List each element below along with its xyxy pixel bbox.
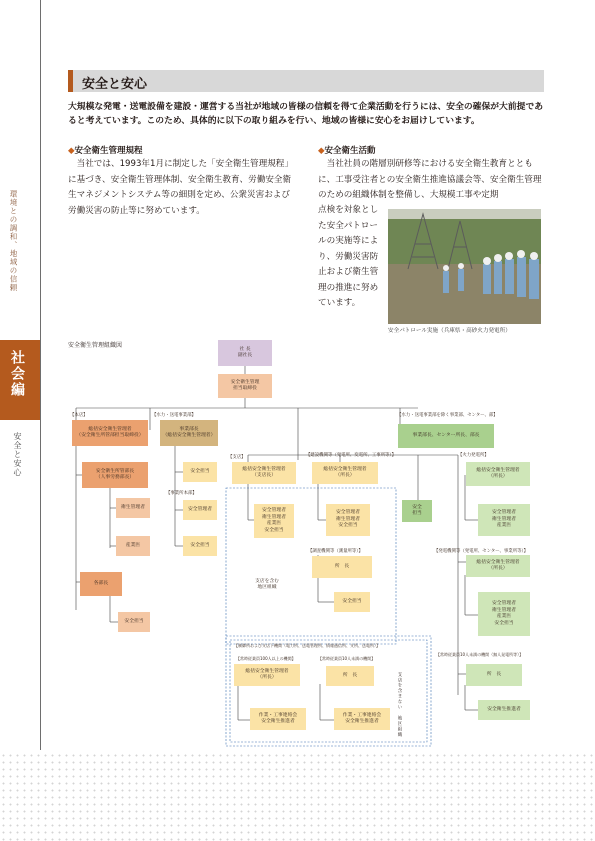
dot-pattern bbox=[0, 752, 595, 841]
box-head-office-top: 総括安全衛生管理者 （安全衛生所管部担当取締役） bbox=[72, 420, 148, 446]
diamond-icon: ◆ bbox=[318, 146, 325, 156]
box-thermal-head: 総括安全衛生管理者 （所長） bbox=[466, 462, 530, 486]
box-office-safety: 安全管理者 bbox=[183, 500, 217, 520]
side-category: 環境との調和、地域の信頼 bbox=[9, 190, 18, 292]
box-sub-big-head: 総括安全衛生管理者 （所長） bbox=[234, 664, 300, 686]
label-plant: 【発電機関等（発電所、センター、事業所等）】 bbox=[434, 549, 529, 554]
box-head-office-mgr: 安全衛生所管部長 （人事労務部長） bbox=[82, 462, 148, 488]
label-other: 【水力・送電事業部を除く事業部、センター、部】 bbox=[397, 413, 498, 418]
box-committee: 安全衛生管理 担当取締役 bbox=[218, 374, 272, 398]
label-small: 【常時従業員10人未満の機関（無人発電所等）】 bbox=[436, 652, 524, 657]
photo-caption: 安全パトロール実施（兵庫県・高砂火力発電所） bbox=[388, 328, 511, 334]
box-other-safety: 安全 担当 bbox=[402, 500, 432, 522]
side-tab-label: 社会編 bbox=[9, 350, 25, 398]
box-hygiene-mgr: 衛生管理者 bbox=[116, 498, 150, 518]
box-plant-head: 総括安全衛生管理者 （所長） bbox=[466, 555, 530, 577]
section2-heading-text: 安全衛生活動 bbox=[324, 146, 376, 156]
side-subsection: 安全と安心 bbox=[13, 432, 22, 477]
section1-heading-text: 安全衛生管理規程 bbox=[74, 146, 143, 156]
box-president: 社 長 副社長 bbox=[218, 340, 272, 366]
section1-body: 当社では、1993年1月に制定した「安全衛生管理規程」に基づき、安全衛生管理体制、安全衛生教育、労働安全衛生マネジメントシステム等の細則を定め、公衆災害および労働災害の防止等に努めています。 bbox=[68, 159, 293, 216]
box-survey-safety: 安全担当 bbox=[334, 592, 370, 612]
box-branch-head: 総括安全衛生管理者 （支店長） bbox=[232, 462, 296, 484]
label-sub-small: 【常時従業員10人未満の機関】 bbox=[318, 656, 376, 661]
section2-body-side: 点検を対象とした安全パトロールの実施等により、労働災害防止および衛生管理の推進に努めています。 bbox=[318, 205, 379, 308]
box-hydro-safety: 安全担当 bbox=[183, 462, 217, 482]
org-chart-title: 安全衛生管理組織図 bbox=[68, 342, 123, 349]
intro-paragraph: 大規模な発電・送電設備を建設・運営する当社が地域の皆様の信頼を得て企業活動を行うには、安全の確保が大前提であると考えています。このため、具体的に以下の取り組みを行い、地域の皆様に安心をお届けしています。 bbox=[68, 102, 544, 126]
box-office-safety2: 安全担当 bbox=[183, 536, 217, 556]
box-sub-big-staff: 作業・工事連絡会 安全衛生推進者 bbox=[250, 708, 306, 730]
section2-body-top: 当社社員の階層別研修等における安全衛生教育とともに、工事受注者との安全衛生推進協議会等、安全衛生管理のための組織体制を整備し、大規模工事や定期 bbox=[318, 159, 542, 200]
box-small-head: 所 長 bbox=[466, 664, 522, 686]
box-hydro-head: 事業部長 （総括安全衛生管理者） bbox=[160, 420, 218, 446]
box-plant-staff: 安全管理者 衛生管理者 産業医 安全担当 bbox=[478, 592, 530, 636]
label-branch: 【支店】 bbox=[228, 455, 246, 460]
text-branch-area: 支店を含む 地区組織 bbox=[255, 578, 279, 590]
page-title: 安全と安心 bbox=[82, 77, 148, 92]
box-survey-head: 所 長 bbox=[312, 556, 372, 578]
text-sub-note: 支店を含まない 地区組織 bbox=[397, 672, 402, 738]
label-head-office: 【本店】 bbox=[70, 413, 88, 418]
label-survey: 【調査機関等（測量所等）】 bbox=[308, 549, 363, 554]
box-dept-heads: 各部長 bbox=[80, 572, 122, 596]
box-sub-small-head: 所 長 bbox=[326, 666, 374, 686]
label-office: 【事業所本部】 bbox=[166, 491, 197, 496]
label-thermal: 【火力発電所】 bbox=[458, 453, 489, 458]
box-industrial-doctor: 産業医 bbox=[116, 536, 150, 556]
box-branch-staff: 安全管理者 衛生管理者 産業医 安全担当 bbox=[254, 504, 294, 538]
box-safety-officer: 安全担当 bbox=[118, 612, 150, 632]
box-sub-small-staff: 作業・工事連絡会 安全衛生推進者 bbox=[334, 708, 390, 730]
label-construction: 【建設機関等（発電所、変電所、工事所等）】 bbox=[306, 453, 397, 458]
label-hydro: 【水力・送電事業部】 bbox=[152, 413, 196, 418]
box-thermal-staff: 安全管理者 衛生管理者 産業医 bbox=[478, 504, 530, 536]
box-other-head: 事業部長、センター所長、部長 bbox=[398, 424, 494, 448]
box-construction-head: 総括安全衛生管理者 （所長） bbox=[312, 462, 378, 484]
box-small-staff: 安全衛生推進者 bbox=[478, 700, 530, 720]
label-sub: 【制御所および支店下機関（電力所、送電管理所、情報通信所、支所、送電所）】 bbox=[234, 643, 380, 648]
box-construction-staff: 安全管理者 衛生管理者 安全担当 bbox=[326, 504, 370, 536]
diamond-icon: ◆ bbox=[68, 146, 75, 156]
label-sub-big: 【常時従業員100人以上の機関】 bbox=[236, 656, 296, 661]
